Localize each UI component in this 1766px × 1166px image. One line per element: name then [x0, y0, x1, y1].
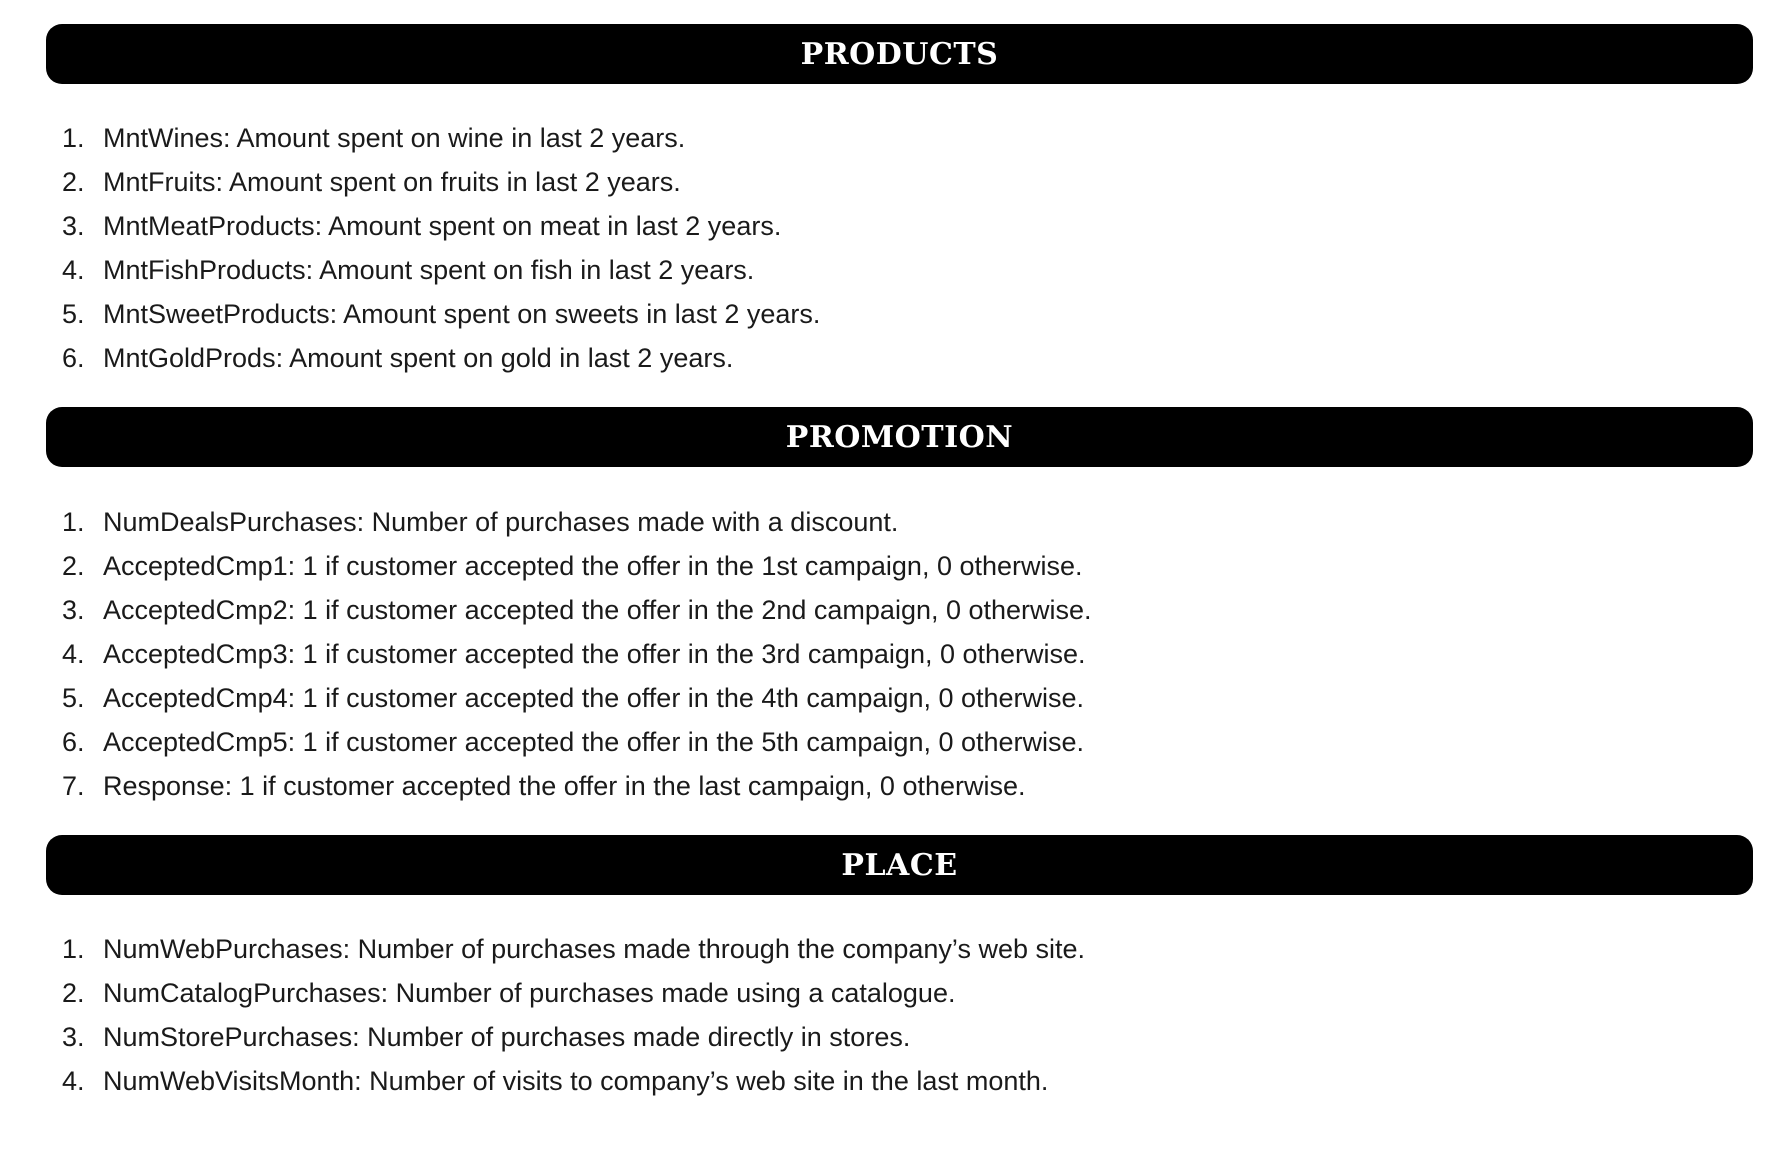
item-text: NumWebVisitsMonth: Number of visits to company’s web site in the last month. [103, 1065, 1049, 1096]
item-text: AcceptedCmp2: 1 if customer accepted the offer in the 2nd campaign, 0 otherwise. [103, 594, 1092, 625]
section-promotion [46, 407, 1753, 801]
list-item [62, 336, 820, 380]
section-title: PROMOTION [785, 419, 1014, 455]
item-number: 2. [62, 977, 85, 1008]
section-header-promotion [46, 407, 1753, 467]
item-number: 2. [62, 550, 85, 581]
item-number: 1. [62, 933, 85, 964]
item-text: AcceptedCmp3: 1 if customer accepted the offer in the 3rd campaign, 0 otherwise. [103, 638, 1086, 669]
list-item [62, 764, 1092, 808]
item-text: MntFruits: Amount spent on fruits in last 2 years. [103, 166, 681, 197]
list-item [62, 927, 1085, 971]
list-item [62, 544, 1092, 588]
item-text: MntGoldProds: Amount spent on gold in last 2 years. [103, 342, 734, 373]
list-item [62, 632, 1092, 676]
item-number: 3. [62, 594, 85, 625]
item-number: 4. [62, 254, 85, 285]
item-number: 4. [62, 1065, 85, 1096]
list-item [62, 292, 820, 336]
item-list [62, 927, 1085, 1103]
list-item [62, 116, 820, 160]
list-item [62, 588, 1092, 632]
list-item [62, 204, 820, 248]
list-item [62, 248, 820, 292]
item-number: 2. [62, 166, 85, 197]
item-text: NumDealsPurchases: Number of purchases made with a discount. [103, 506, 899, 537]
section-title: PRODUCTS [800, 36, 999, 72]
item-number: 6. [62, 726, 85, 757]
item-number: 1. [62, 122, 85, 153]
item-text: MntFishProducts: Amount spent on fish in last 2 years. [103, 254, 755, 285]
item-text: NumCatalogPurchases: Number of purchases made using a catalogue. [103, 977, 956, 1008]
item-text: NumStorePurchases: Number of purchases made directly in stores. [103, 1021, 911, 1052]
item-text: MntWines: Amount spent on wine in last 2 years. [103, 122, 686, 153]
item-text: AcceptedCmp5: 1 if customer accepted the offer in the 5th campaign, 0 otherwise. [103, 726, 1085, 757]
list-item [62, 1059, 1085, 1103]
list-item [62, 720, 1092, 764]
item-text: AcceptedCmp1: 1 if customer accepted the offer in the 1st campaign, 0 otherwise. [103, 550, 1083, 581]
list-item [62, 160, 820, 204]
list-item [62, 1015, 1085, 1059]
section-header-place [46, 835, 1753, 895]
section-place [46, 835, 1753, 1096]
item-number: 6. [62, 342, 85, 373]
item-number: 4. [62, 638, 85, 669]
item-number: 3. [62, 1021, 85, 1052]
item-text: Response: 1 if customer accepted the offer in the last campaign, 0 otherwise. [103, 770, 1026, 801]
list-item [62, 971, 1085, 1015]
item-number: 3. [62, 210, 85, 241]
item-list [62, 116, 820, 380]
list-item [62, 676, 1092, 720]
list-item [62, 500, 1092, 544]
item-number: 7. [62, 770, 85, 801]
item-text: MntSweetProducts: Amount spent on sweets in last 2 years. [103, 298, 821, 329]
section-header-products [46, 24, 1753, 84]
item-number: 5. [62, 298, 85, 329]
item-text: MntMeatProducts: Amount spent on meat in last 2 years. [103, 210, 782, 241]
item-number: 1. [62, 506, 85, 537]
item-text: NumWebPurchases: Number of purchases made through the company’s web site. [103, 933, 1085, 964]
section-products [46, 24, 1753, 373]
item-number: 5. [62, 682, 85, 713]
item-text: AcceptedCmp4: 1 if customer accepted the offer in the 4th campaign, 0 otherwise. [103, 682, 1085, 713]
item-list [62, 500, 1092, 808]
section-title: PLACE [841, 847, 958, 883]
